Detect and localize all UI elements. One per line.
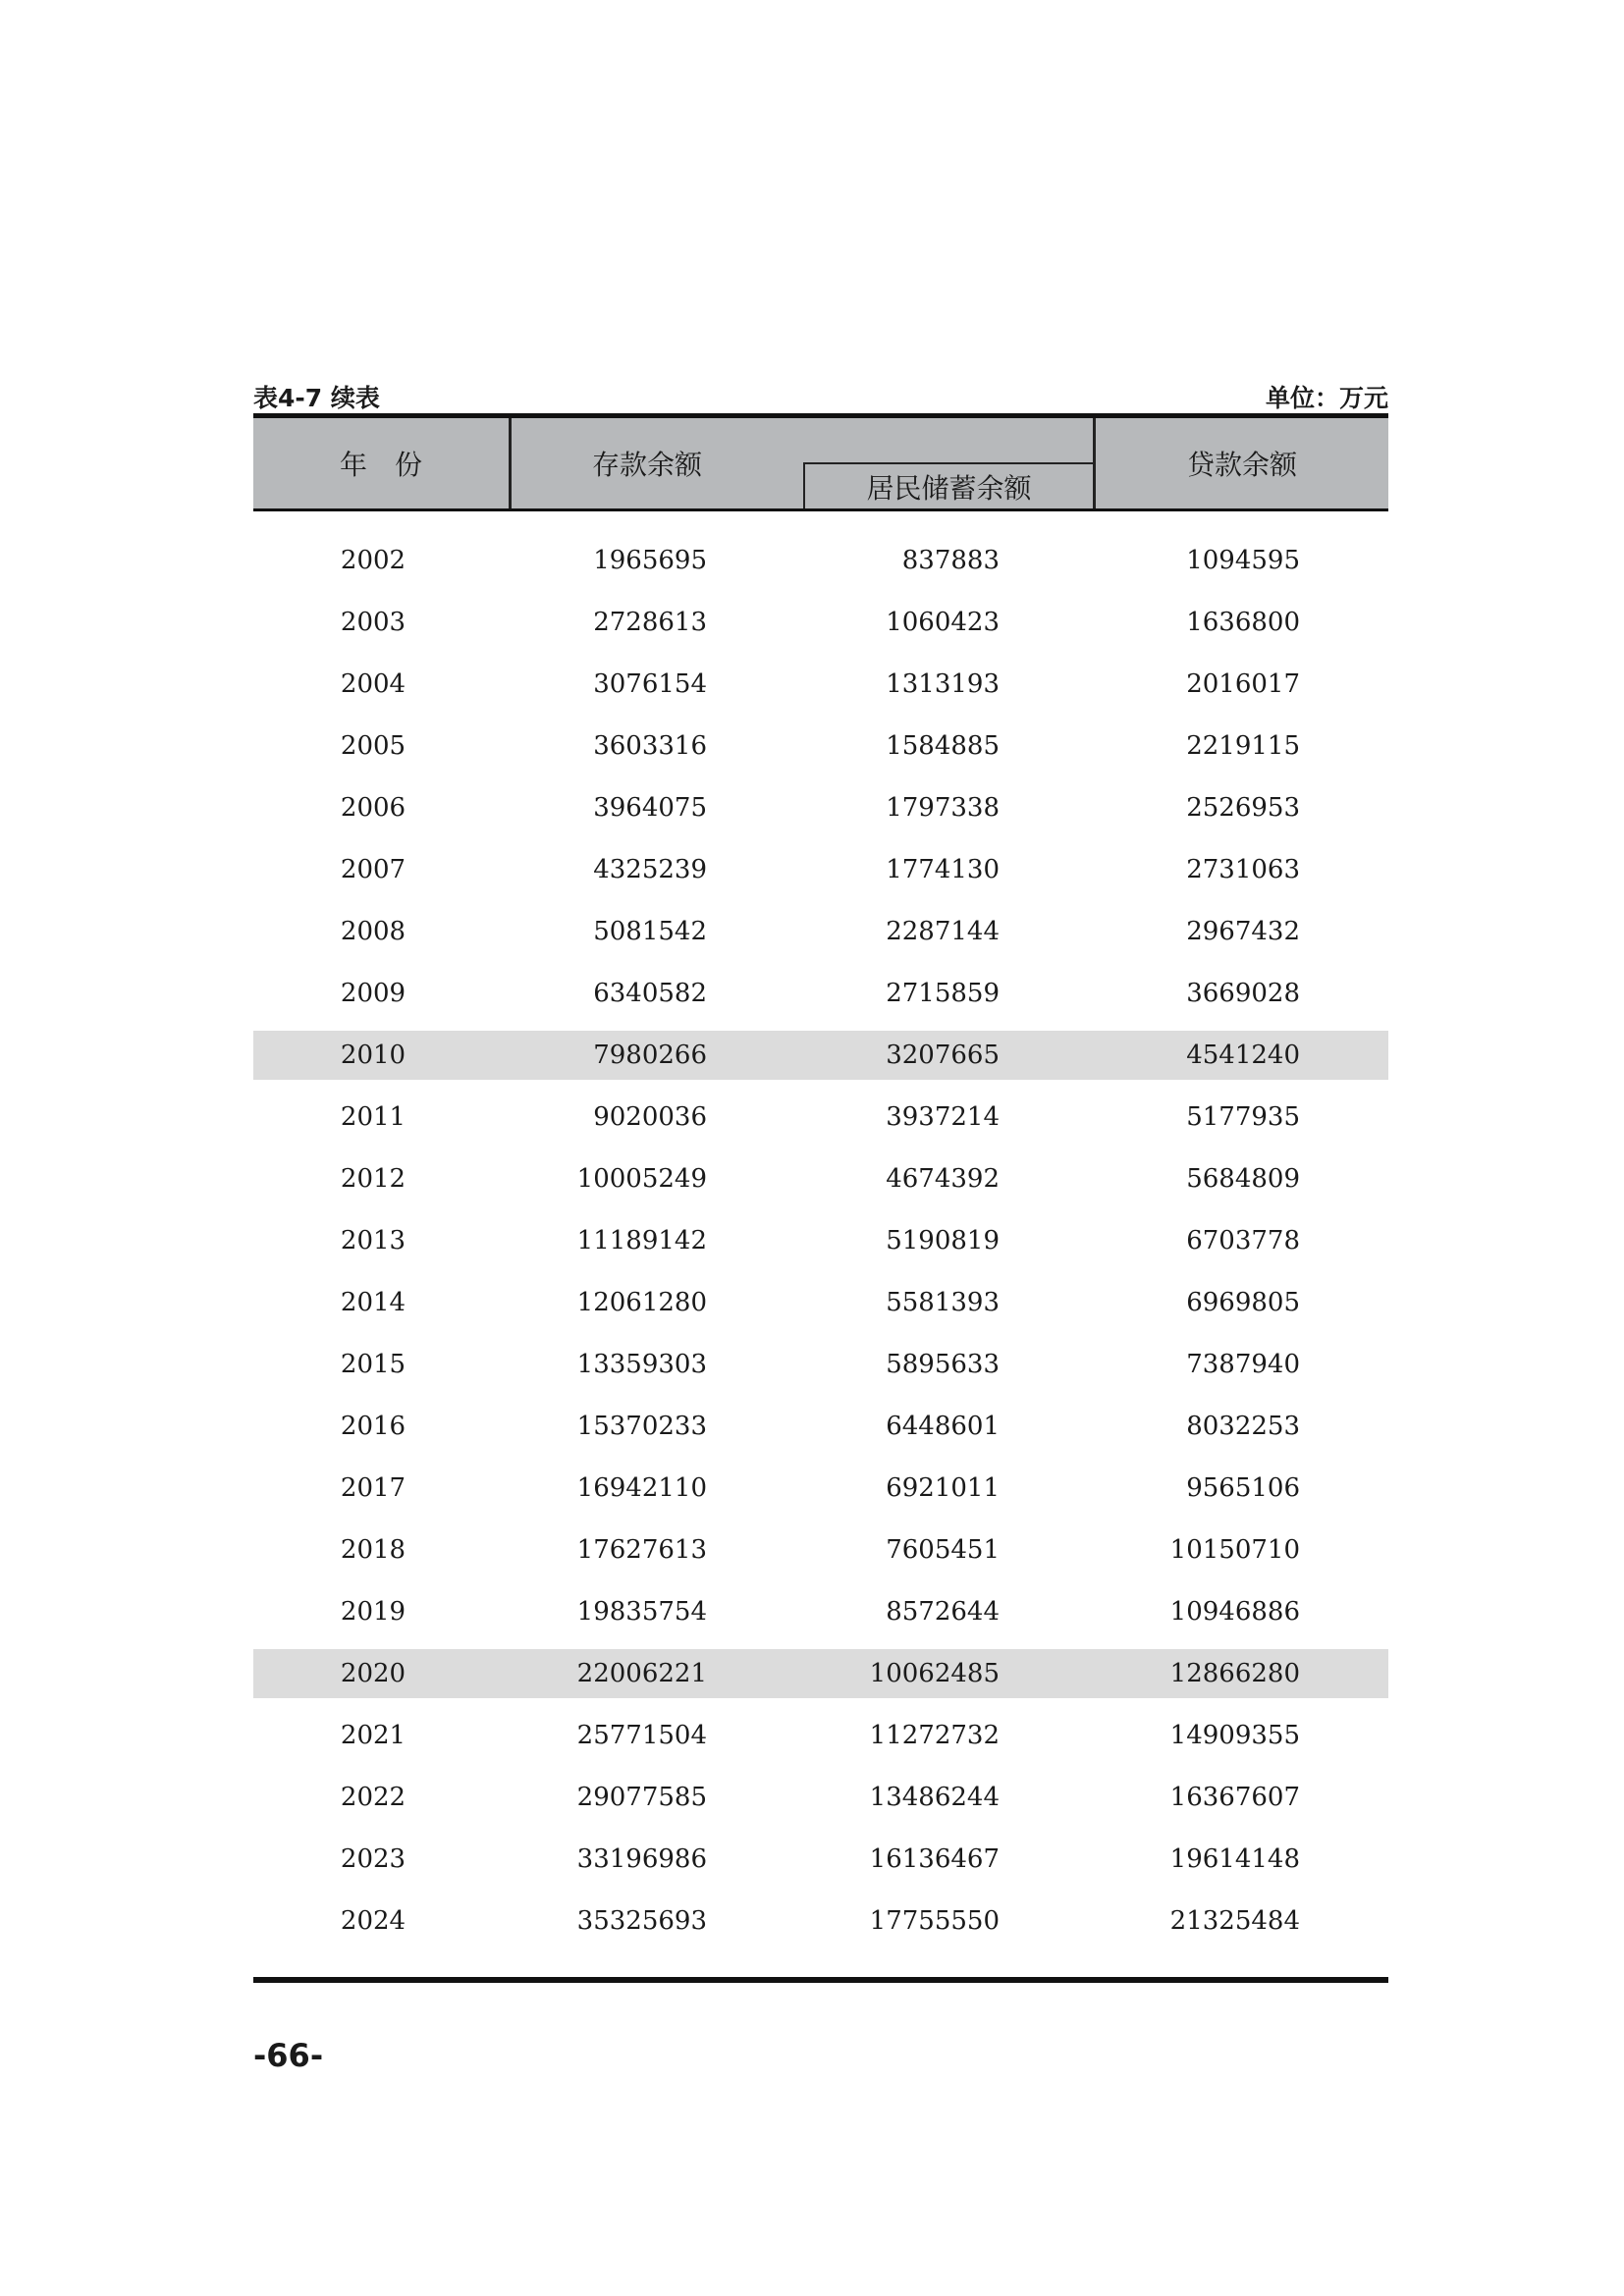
table-row: [253, 1145, 1388, 1206]
cell-savings: 6921011: [886, 1473, 1000, 1503]
table-row: [253, 1701, 1388, 1763]
cell-savings: 6448601: [886, 1412, 1000, 1441]
cell-savings: 5190819: [886, 1226, 1000, 1255]
cell-year: 2018: [340, 1535, 406, 1565]
cell-loans: 1636800: [1186, 608, 1300, 637]
cell-year: 2003: [340, 608, 406, 637]
cell-deposits: 17627613: [576, 1535, 707, 1565]
table-row: [253, 1083, 1388, 1145]
table-row: [253, 1330, 1388, 1392]
cell-year: 2013: [340, 1226, 406, 1255]
cell-year: 2023: [340, 1844, 406, 1874]
cell-deposits: 25771504: [576, 1721, 707, 1750]
cell-year: 2010: [340, 1041, 406, 1070]
cell-savings: 1584885: [886, 731, 1000, 761]
table-row: [253, 774, 1388, 835]
cell-savings: 11272732: [869, 1721, 1000, 1750]
cell-loans: 1094595: [1186, 546, 1300, 575]
cell-year: 2008: [340, 917, 406, 946]
cell-loans: 3669028: [1186, 979, 1300, 1008]
cell-deposits: 13359303: [576, 1350, 707, 1379]
cell-loans: 2967432: [1186, 917, 1300, 946]
cell-loans: 2731063: [1186, 855, 1300, 884]
cell-loans: 5684809: [1186, 1164, 1300, 1194]
cell-deposits: 12061280: [576, 1288, 707, 1317]
table-row: [253, 526, 1388, 588]
cell-deposits: 10005249: [576, 1164, 707, 1194]
header-rule: [253, 508, 1388, 511]
cell-year: 2022: [340, 1783, 406, 1812]
cell-savings: 3937214: [886, 1102, 1000, 1132]
unit-label: 单位：万元: [1265, 384, 1388, 412]
cell-deposits: 4325239: [593, 855, 707, 884]
cell-year: 2024: [340, 1906, 406, 1936]
cell-loans: 21325484: [1169, 1906, 1300, 1936]
cell-deposits: 11189142: [576, 1226, 707, 1255]
cell-savings: 3207665: [886, 1041, 1000, 1070]
cell-deposits: 35325693: [576, 1906, 707, 1936]
cell-deposits: 9020036: [593, 1102, 707, 1132]
cell-year: 2006: [340, 793, 406, 823]
table-row: [253, 712, 1388, 774]
cell-deposits: 3076154: [593, 669, 707, 699]
cell-savings: 2715859: [886, 979, 1000, 1008]
table-row: [253, 1206, 1388, 1268]
cell-year: 2012: [340, 1164, 406, 1194]
cell-loans: 2526953: [1186, 793, 1300, 823]
table-row: [253, 1887, 1388, 1949]
table-row: [253, 1639, 1388, 1701]
cell-year: 2014: [340, 1288, 406, 1317]
cell-loans: 2219115: [1186, 731, 1300, 761]
cell-savings: 10062485: [869, 1659, 1000, 1688]
cell-year: 2021: [340, 1721, 406, 1750]
cell-year: 2017: [340, 1473, 406, 1503]
cell-loans: 10946886: [1169, 1597, 1300, 1627]
cell-savings: 1060423: [886, 608, 1000, 637]
header-deposits: 存款余额: [591, 449, 702, 481]
cell-year: 2016: [340, 1412, 406, 1441]
cell-deposits: 2728613: [593, 608, 707, 637]
table-row: [253, 1392, 1388, 1454]
table-row: [253, 1454, 1388, 1516]
table-row: [253, 835, 1388, 897]
header-loans: 贷款余额: [1186, 449, 1297, 481]
cell-savings: 5895633: [886, 1350, 1000, 1379]
cell-savings: 17755550: [869, 1906, 1000, 1936]
cell-loans: 10150710: [1169, 1535, 1300, 1565]
cell-year: 2020: [340, 1659, 406, 1688]
cell-deposits: 15370233: [576, 1412, 707, 1441]
table-row: [253, 959, 1388, 1021]
cell-savings: 16136467: [869, 1844, 1000, 1874]
cell-loans: 6703778: [1186, 1226, 1300, 1255]
cell-loans: 9565106: [1186, 1473, 1300, 1503]
cell-deposits: 7980266: [593, 1041, 707, 1070]
bottom-rule: [253, 1977, 1388, 1983]
page-number: -66-: [253, 2037, 324, 2074]
cell-savings: 837883: [901, 546, 1000, 575]
cell-loans: 12866280: [1169, 1659, 1300, 1688]
cell-savings: 2287144: [886, 917, 1000, 946]
cell-deposits: 1965695: [593, 546, 707, 575]
cell-year: 2019: [340, 1597, 406, 1627]
cell-year: 2015: [340, 1350, 406, 1379]
cell-year: 2004: [340, 669, 406, 699]
cell-loans: 5177935: [1186, 1102, 1300, 1132]
table-row: [253, 588, 1388, 650]
table-row: [253, 1516, 1388, 1577]
cell-loans: 7387940: [1186, 1350, 1300, 1379]
table-caption: 表4-7 续表: [253, 384, 380, 412]
cell-deposits: 29077585: [576, 1783, 707, 1812]
cell-savings: 8572644: [886, 1597, 1000, 1627]
cell-savings: 1797338: [886, 793, 1000, 823]
cell-year: 2009: [340, 979, 406, 1008]
table-row: [253, 650, 1388, 712]
cell-loans: 2016017: [1186, 669, 1300, 699]
table-row: [253, 1021, 1388, 1083]
cell-deposits: 3603316: [593, 731, 707, 761]
cell-loans: 16367607: [1169, 1783, 1300, 1812]
cell-loans: 14909355: [1169, 1721, 1300, 1750]
cell-deposits: 22006221: [576, 1659, 707, 1688]
cell-deposits: 16942110: [576, 1473, 707, 1503]
table-row: [253, 1763, 1388, 1825]
cell-savings: 7605451: [886, 1535, 1000, 1565]
cell-deposits: 3964075: [593, 793, 707, 823]
cell-savings: 1313193: [886, 669, 1000, 699]
table-row: [253, 1577, 1388, 1639]
subheader-rule: [803, 462, 1094, 464]
cell-savings: 1774130: [886, 855, 1000, 884]
cell-loans: 19614148: [1169, 1844, 1300, 1874]
cell-year: 2007: [340, 855, 406, 884]
cell-year: 2011: [340, 1102, 406, 1132]
cell-loans: 4541240: [1186, 1041, 1300, 1070]
cell-year: 2005: [340, 731, 406, 761]
cell-deposits: 5081542: [593, 917, 707, 946]
table-row: [253, 897, 1388, 959]
header-year: 年 份: [339, 449, 422, 481]
cell-deposits: 33196986: [576, 1844, 707, 1874]
cell-loans: 6969805: [1186, 1288, 1300, 1317]
header-savings: 居民储蓄余额: [866, 472, 1032, 505]
table-row: [253, 1268, 1388, 1330]
cell-deposits: 6340582: [593, 979, 707, 1008]
cell-deposits: 19835754: [576, 1597, 707, 1627]
table-row: [253, 1825, 1388, 1887]
cell-loans: 8032253: [1186, 1412, 1300, 1441]
table-body: [253, 526, 1388, 1949]
cell-savings: 4674392: [886, 1164, 1000, 1194]
cell-savings: 13486244: [869, 1783, 1000, 1812]
cell-year: 2002: [340, 546, 406, 575]
cell-savings: 5581393: [886, 1288, 1000, 1317]
